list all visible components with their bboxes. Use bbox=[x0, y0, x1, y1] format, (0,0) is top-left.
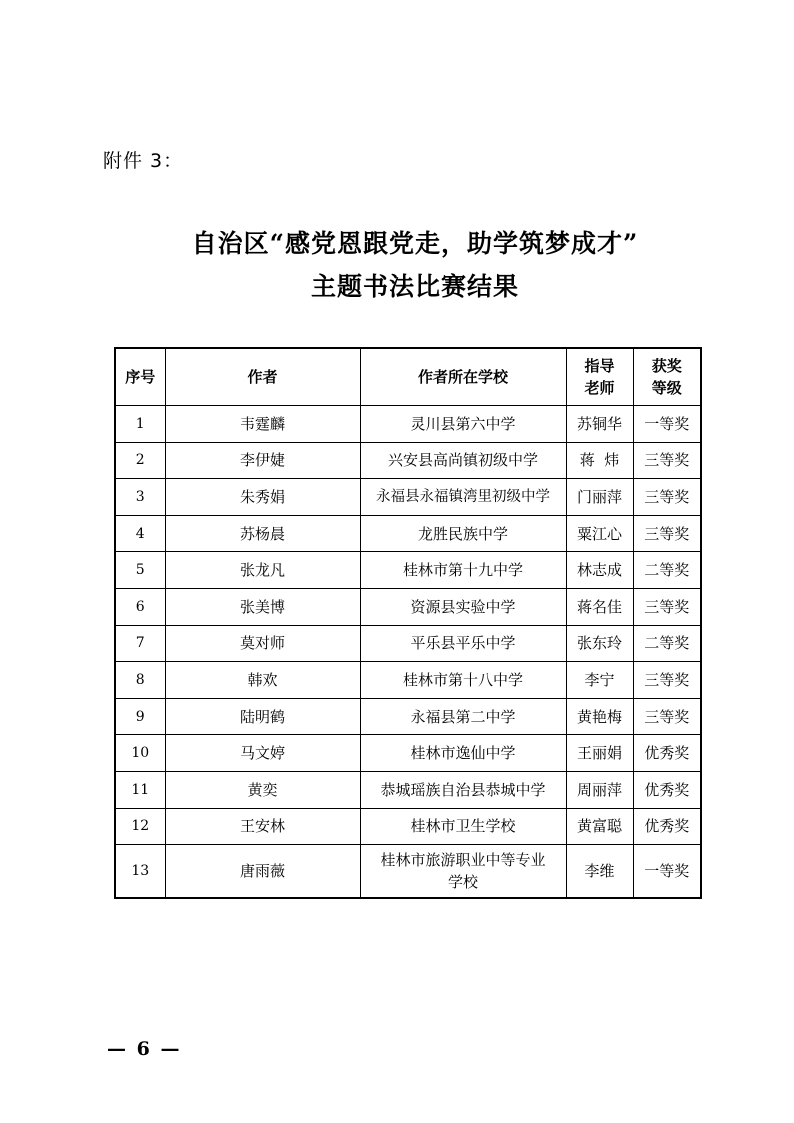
cell-teacher: 周丽萍 bbox=[566, 771, 633, 808]
table-row bbox=[115, 662, 701, 699]
cell-seq: 7 bbox=[115, 625, 165, 662]
cell-seq: 4 bbox=[115, 515, 165, 552]
cell-teacher: 粟江心 bbox=[566, 515, 633, 552]
cell-author: 张龙凡 bbox=[165, 552, 360, 589]
cell-school: 桂林市逸仙中学 bbox=[360, 735, 566, 772]
cell-teacher: 蒋 炜 bbox=[566, 442, 633, 479]
cell-seq: 9 bbox=[115, 698, 165, 735]
results-table bbox=[114, 347, 702, 899]
cell-school: 桂林市第十九中学 bbox=[360, 552, 566, 589]
cell-teacher: 蒋名佳 bbox=[566, 588, 633, 625]
table-row bbox=[115, 552, 701, 589]
table-row bbox=[115, 479, 701, 516]
cell-teacher: 林志成 bbox=[566, 552, 633, 589]
cell-seq: 2 bbox=[115, 442, 165, 479]
header-award-line-2: 等级 bbox=[651, 379, 682, 397]
header-award-line-1: 获奖 bbox=[651, 357, 682, 375]
cell-award: 三等奖 bbox=[633, 515, 701, 552]
cell-award: 优秀奖 bbox=[633, 735, 701, 772]
table-row bbox=[115, 808, 701, 845]
cell-school: 恭城瑶族自治县恭城中学 bbox=[360, 771, 566, 808]
attachment-label: 附件 3： bbox=[103, 150, 184, 172]
cell-teacher: 王丽娟 bbox=[566, 735, 633, 772]
table-header-row bbox=[115, 348, 701, 406]
document-title-line-2: 主题书法比赛结果 bbox=[310, 272, 519, 301]
cell-school: 永福县永福镇湾里初级中学 bbox=[360, 479, 566, 516]
header-teacher bbox=[566, 348, 633, 406]
cell-award: 优秀奖 bbox=[633, 808, 701, 845]
table-row bbox=[115, 735, 701, 772]
header-award bbox=[633, 348, 701, 406]
cell-seq: 12 bbox=[115, 808, 165, 845]
cell-author: 张美博 bbox=[165, 588, 360, 625]
table-row bbox=[115, 515, 701, 552]
cell-teacher: 苏铜华 bbox=[566, 406, 633, 443]
cell-author: 王安林 bbox=[165, 808, 360, 845]
cell-award: 三等奖 bbox=[633, 442, 701, 479]
page-number: — 6 — bbox=[107, 1038, 182, 1060]
cell-award: 三等奖 bbox=[633, 479, 701, 516]
cell-school: 兴安县高尚镇初级中学 bbox=[360, 442, 566, 479]
cell-seq: 8 bbox=[115, 662, 165, 699]
cell-author: 苏杨晨 bbox=[165, 515, 360, 552]
cell-author: 马文婷 bbox=[165, 735, 360, 772]
cell-teacher: 李维 bbox=[566, 845, 633, 899]
cell-author: 韦霆麟 bbox=[165, 406, 360, 443]
cell-school: 资源县实验中学 bbox=[360, 588, 566, 625]
cell-teacher: 黄艳梅 bbox=[566, 698, 633, 735]
cell-teacher: 张东玲 bbox=[566, 625, 633, 662]
header-teacher-line-1: 指导 bbox=[584, 357, 615, 375]
cell-award: 三等奖 bbox=[633, 588, 701, 625]
cell-seq: 3 bbox=[115, 479, 165, 516]
cell-author: 陆明鹤 bbox=[165, 698, 360, 735]
cell-award: 二等奖 bbox=[633, 625, 701, 662]
table-row bbox=[115, 771, 701, 808]
cell-school: 永福县第二中学 bbox=[360, 698, 566, 735]
cell-author: 李伊婕 bbox=[165, 442, 360, 479]
cell-seq: 1 bbox=[115, 406, 165, 443]
table-row bbox=[115, 588, 701, 625]
cell-author: 莫对师 bbox=[165, 625, 360, 662]
cell-award: 二等奖 bbox=[633, 552, 701, 589]
cell-school: 平乐县平乐中学 bbox=[360, 625, 566, 662]
cell-author: 韩欢 bbox=[165, 662, 360, 699]
table-row bbox=[115, 442, 701, 479]
cell-school: 桂林市卫生学校 bbox=[360, 808, 566, 845]
cell-seq: 13 bbox=[115, 845, 165, 899]
cell-award: 一等奖 bbox=[633, 406, 701, 443]
cell-teacher: 黄富聪 bbox=[566, 808, 633, 845]
cell-award: 一等奖 bbox=[633, 845, 701, 899]
table-row bbox=[115, 845, 701, 899]
cell-school: 灵川县第六中学 bbox=[360, 406, 566, 443]
header-teacher-line-2: 老师 bbox=[584, 379, 615, 397]
cell-seq: 6 bbox=[115, 588, 165, 625]
header-seq: 序号 bbox=[115, 348, 165, 406]
header-author: 作者 bbox=[165, 348, 360, 406]
cell-author: 朱秀娟 bbox=[165, 479, 360, 516]
cell-school: 桂林市旅游职业中等专业学校 bbox=[360, 845, 566, 899]
cell-school: 桂林市第十八中学 bbox=[360, 662, 566, 699]
cell-award: 三等奖 bbox=[633, 662, 701, 699]
cell-teacher: 门丽萍 bbox=[566, 479, 633, 516]
cell-seq: 5 bbox=[115, 552, 165, 589]
cell-seq: 11 bbox=[115, 771, 165, 808]
table-row bbox=[115, 406, 701, 443]
document-title-line-1: 自治区“感党恩跟党走，助学筑梦成才” bbox=[191, 229, 639, 258]
table-row bbox=[115, 625, 701, 662]
cell-school: 龙胜民族中学 bbox=[360, 515, 566, 552]
cell-teacher: 李宁 bbox=[566, 662, 633, 699]
cell-author: 黄奕 bbox=[165, 771, 360, 808]
table-row bbox=[115, 698, 701, 735]
cell-award: 三等奖 bbox=[633, 698, 701, 735]
cell-award: 优秀奖 bbox=[633, 771, 701, 808]
header-school: 作者所在学校 bbox=[360, 348, 566, 406]
cell-seq: 10 bbox=[115, 735, 165, 772]
cell-author: 唐雨薇 bbox=[165, 845, 360, 899]
